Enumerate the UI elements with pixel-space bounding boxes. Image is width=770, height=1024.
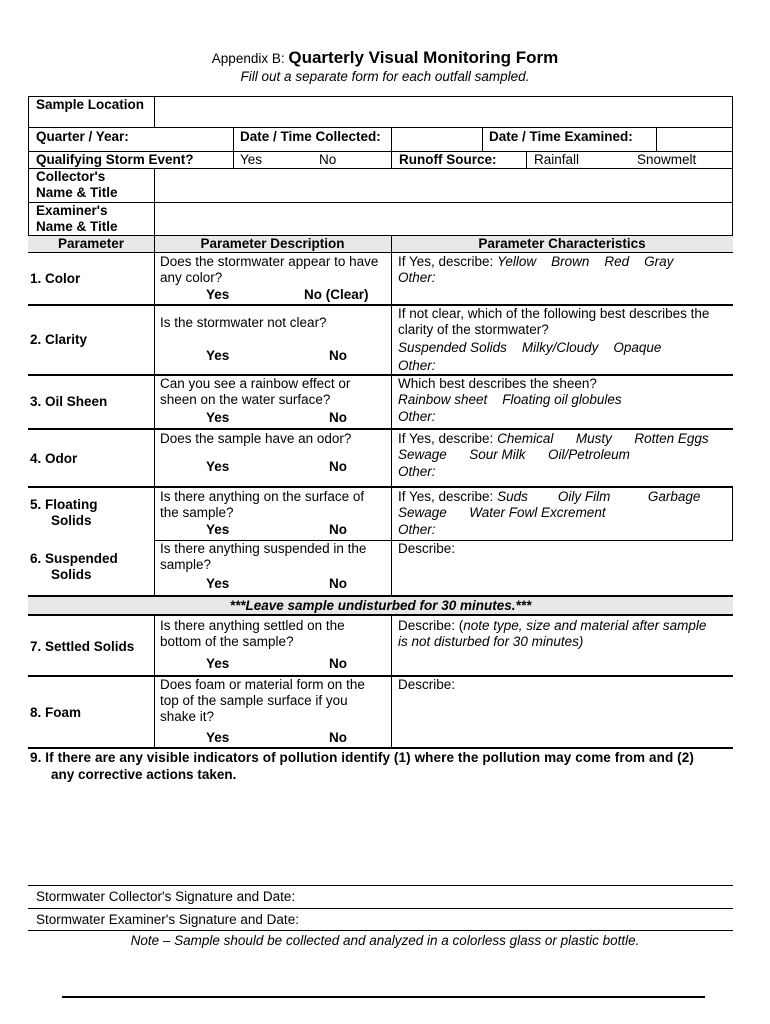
odor-options-row2[interactable]: [398, 447, 630, 464]
color-options[interactable]: Yellow Brown Red Gray: [497, 254, 674, 269]
settled-char-prefix: Describe: (: [398, 618, 464, 633]
odor-options-1[interactable]: Chemical Musty Rotten Eggs: [497, 431, 709, 446]
foam-no-option[interactable]: No: [329, 730, 347, 745]
divider: [28, 96, 29, 235]
oil-char-l1: Which best describes the sheen?: [398, 376, 597, 391]
oil-no-option[interactable]: No: [329, 410, 347, 425]
clarity-options-text[interactable]: Suspended Solids Milky/Cloudy Opaque: [398, 340, 662, 355]
clarity-options[interactable]: [398, 340, 661, 357]
divider: [28, 202, 733, 203]
suspended-describe[interactable]: Describe:: [398, 541, 456, 556]
title-prefix: Appendix B:: [211, 51, 289, 66]
rainfall-option[interactable]: Rainfall: [534, 152, 580, 167]
clarity-char-l2: clarity of the stormwater?: [398, 322, 549, 337]
collector-label-l2: Name & Title: [36, 185, 118, 200]
floating-options-1[interactable]: Suds Oily Film Garbage: [497, 489, 701, 504]
color-characteristics: [398, 254, 673, 271]
param-color: 1. Color: [30, 271, 81, 286]
examiner-signature[interactable]: Stormwater Examiner's Signature and Date:: [36, 912, 299, 927]
floating-characteristics: [398, 489, 700, 506]
param-foam: 8. Foam: [30, 705, 82, 720]
floating-char-prefix: If Yes, describe:: [398, 489, 494, 504]
suspended-no-option[interactable]: No: [329, 576, 347, 591]
collector-signature[interactable]: Stormwater Collector's Signature and Date:: [36, 889, 296, 904]
param-floating-l2: Solids: [51, 513, 92, 528]
clarity-yes-option[interactable]: Yes: [206, 348, 230, 363]
divider: [482, 127, 483, 151]
divider: [28, 614, 733, 616]
odor-options-2[interactable]: Sewage Sour Milk Oil/Petroleum: [398, 447, 630, 462]
foam-describe[interactable]: Describe:: [398, 677, 456, 692]
divider: [28, 908, 733, 909]
sample-location-label: Sample Location: [36, 97, 145, 112]
examiner-name-field[interactable]: [156, 204, 730, 234]
divider: [28, 675, 733, 677]
divider: [154, 616, 155, 749]
divider: [391, 616, 392, 749]
collector-label-l1: Collector's: [36, 169, 106, 184]
date-examined-label: Date / Time Examined:: [489, 129, 633, 144]
param-suspended-l2: Solids: [51, 567, 92, 582]
storm-no-option[interactable]: No: [319, 152, 337, 167]
divider: [526, 151, 527, 168]
clarity-char-l1: If not clear, which of the following best describes the: [398, 306, 710, 321]
divider: [732, 488, 733, 540]
odor-other[interactable]: Other:: [398, 464, 436, 479]
storm-yes-option[interactable]: Yes: [240, 152, 263, 167]
oil-options-text[interactable]: Rainbow sheet Floating oil globules: [398, 392, 622, 407]
divider: [233, 127, 234, 168]
sample-location-field[interactable]: [156, 98, 730, 125]
floating-yes-option[interactable]: Yes: [206, 522, 230, 537]
odor-no-option[interactable]: No: [329, 459, 347, 474]
settled-char-note-2: is not disturbed for 30 minutes): [398, 634, 584, 649]
suspended-yes-option[interactable]: Yes: [206, 576, 230, 591]
color-other[interactable]: Other:: [398, 270, 436, 285]
divider: [28, 486, 733, 488]
question-9-l2: any corrective actions taken.: [51, 767, 237, 782]
param-settled-solids: 7. Settled Solids: [30, 639, 135, 654]
question-9-response-area[interactable]: [30, 788, 732, 880]
divider: [28, 428, 733, 430]
param-oil-sheen: 3. Oil Sheen: [30, 394, 108, 409]
divider: [154, 96, 155, 127]
odor-desc: Does the sample have an odor?: [160, 431, 352, 446]
divider: [732, 96, 733, 235]
odor-characteristics: [398, 431, 709, 448]
clarity-no-option[interactable]: No: [329, 348, 347, 363]
odor-yes-option[interactable]: Yes: [206, 459, 230, 474]
param-floating-l1: 5. Floating: [30, 497, 98, 512]
foam-yes-option[interactable]: Yes: [206, 730, 230, 745]
odor-char-prefix: If Yes, describe:: [398, 431, 494, 446]
settled-char-note-1: note type, size and material after sample: [463, 618, 707, 633]
clarity-desc: Is the stormwater not clear?: [160, 315, 327, 330]
snowmelt-option[interactable]: Snowmelt: [637, 152, 697, 167]
foam-desc-l3: shake it?: [160, 709, 215, 724]
form-subtitle: Fill out a separate form for each outfall sampled.: [240, 69, 530, 84]
color-desc-l1: Does the stormwater appear to have: [160, 254, 379, 269]
examiner-label-l2: Name & Title: [36, 219, 118, 234]
floating-desc-l1: Is there anything on the surface of: [160, 489, 365, 504]
question-9-l1: 9. If there are any visible indicators of pollution identify (1) where the pollution may come from and (2): [30, 750, 694, 765]
suspended-desc-l1: Is there anything suspended in the: [160, 541, 367, 556]
divider: [154, 236, 155, 596]
form-title: [0, 48, 770, 68]
oil-desc-l1: Can you see a rainbow effect or: [160, 376, 351, 391]
clarity-other[interactable]: Other:: [398, 358, 436, 373]
param-clarity: 2. Clarity: [30, 332, 88, 347]
divider: [28, 127, 733, 128]
divider: [28, 885, 733, 886]
foam-desc-l2: top of the sample surface if you: [160, 693, 348, 708]
divider: [28, 252, 733, 253]
column-characteristics: Parameter Characteristics: [478, 236, 646, 251]
color-desc-l2: any color?: [160, 270, 223, 285]
settled-characteristics[interactable]: [398, 618, 706, 635]
color-no-option[interactable]: No (Clear): [304, 287, 369, 302]
divider: [154, 168, 155, 235]
param-odor: 4. Odor: [30, 451, 78, 466]
divider: [28, 374, 733, 376]
divider: [391, 236, 392, 596]
floating-no-option[interactable]: No: [329, 522, 347, 537]
collector-name-field[interactable]: [156, 170, 730, 200]
runoff-source-label: Runoff Source:: [399, 152, 497, 167]
footer-rule: [62, 996, 705, 998]
settled-yes-option[interactable]: Yes: [206, 656, 230, 671]
settled-desc-l1: Is there anything settled on the: [160, 618, 345, 633]
oil-desc-l2: sheen on the water surface?: [160, 392, 331, 407]
oil-yes-option[interactable]: Yes: [206, 410, 230, 425]
oil-options[interactable]: [398, 392, 622, 409]
divider: [28, 930, 733, 931]
divider: [391, 127, 392, 168]
settled-no-option[interactable]: No: [329, 656, 347, 671]
quarter-year-label: Quarter / Year:: [36, 129, 129, 144]
color-yes-option[interactable]: Yes: [206, 287, 230, 302]
oil-other[interactable]: Other:: [398, 409, 436, 424]
column-description: Parameter Description: [200, 236, 345, 251]
title-main: Quarterly Visual Monitoring Form: [288, 48, 559, 67]
note-text: Note – Sample should be collected and analyzed in a colorless glass or plastic bottle.: [130, 933, 640, 948]
floating-other[interactable]: Other:: [398, 522, 436, 537]
divider: [28, 747, 733, 749]
param-suspended-l1: 6. Suspended: [30, 551, 118, 566]
qualifying-storm-label: Qualifying Storm Event?: [36, 152, 194, 167]
foam-desc-l1: Does foam or material form on the: [160, 677, 365, 692]
color-char-prefix: If Yes, describe:: [398, 254, 494, 269]
column-parameter: Parameter: [57, 236, 125, 251]
floating-options-row2[interactable]: [398, 505, 606, 522]
settled-desc-l2: bottom of the sample?: [160, 634, 294, 649]
undisturbed-banner: ***Leave sample undisturbed for 30 minutes.***: [229, 598, 532, 613]
date-collected-label: Date / Time Collected:: [240, 129, 381, 144]
suspended-desc-l2: sample?: [160, 557, 212, 572]
floating-options-2[interactable]: Sewage Water Fowl Excrement: [398, 505, 606, 520]
examiner-label-l1: Examiner's: [36, 203, 108, 218]
floating-desc-l2: the sample?: [160, 505, 234, 520]
divider: [656, 127, 657, 151]
